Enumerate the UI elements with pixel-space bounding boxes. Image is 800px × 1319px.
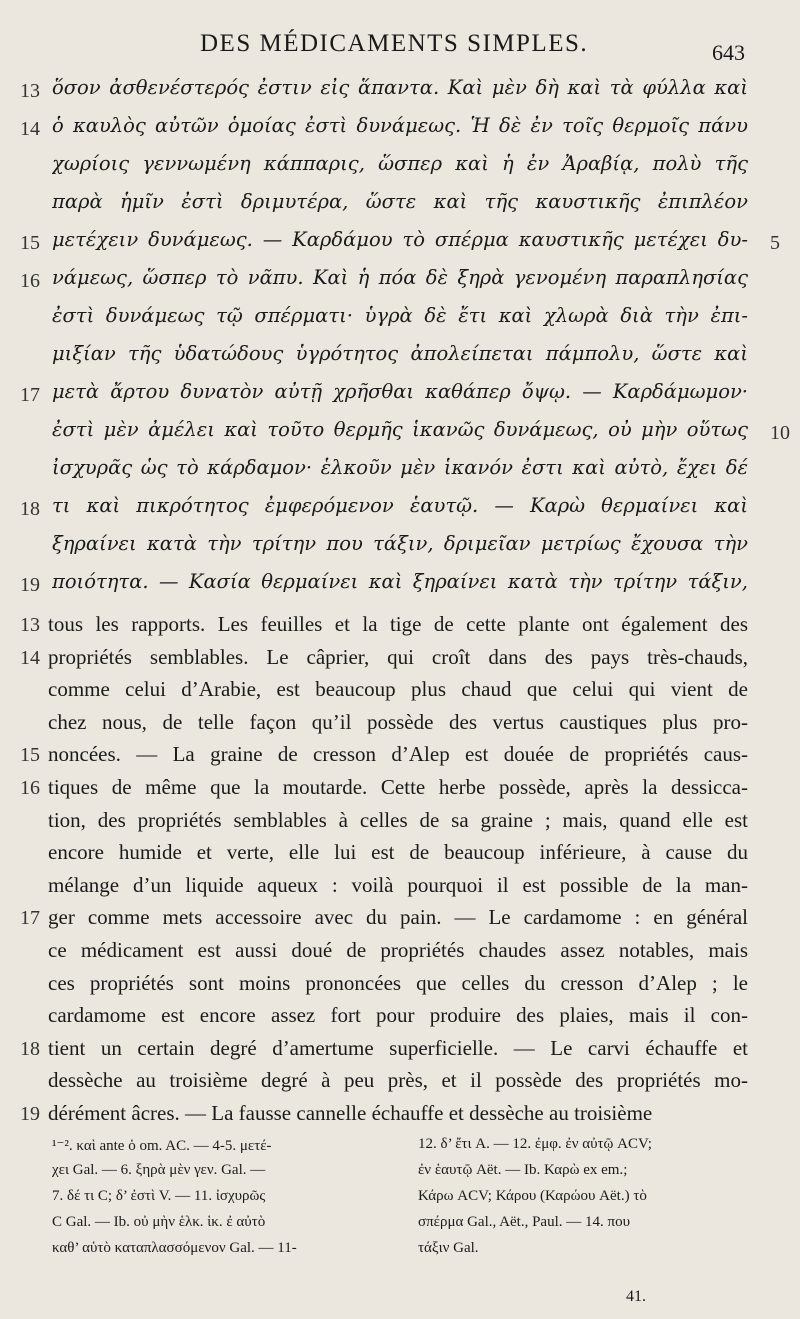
greek-line bbox=[0, 304, 800, 342]
page-number: 643 bbox=[712, 40, 745, 65]
line-number: 18 bbox=[20, 498, 40, 520]
french-line bbox=[0, 840, 800, 872]
french-line-text: comme celui d’Arabie, est beaucoup plus chaud que celui qui vient de bbox=[48, 677, 748, 702]
apparatus-note-line: 12. δ’ ἔτι A. — 12. ἐμφ. ἐν αὐτῷ ACV; bbox=[418, 1136, 652, 1152]
line-number: 19 bbox=[20, 1103, 40, 1125]
french-line-text: chez nous, de telle façon qu’il possède des vertus caustiques plus pro- bbox=[48, 709, 748, 734]
greek-line-text: ὁ καυλὸς αὐτῶν ὁμοίας ἐστὶ δυνάμεως. Ἡ δὲ ἐν τοῖς θερμοῖς πάνυ bbox=[52, 114, 748, 137]
french-line bbox=[0, 742, 800, 774]
apparatus-note-line: ¹⁻². καὶ ante ὁ om. AC. — 4-5. μετέ- bbox=[52, 1138, 272, 1154]
greek-line-text: παρὰ ἡμῖν ἐστὶ δριμυτέρα, ὥστε καὶ τῆς καυστικῆς ἐπιπλέον bbox=[52, 190, 748, 213]
line-number: 18 bbox=[20, 1037, 40, 1060]
french-line-text: ces propriétés sont moins prononcées que celles du cresson d’Alep ; le bbox=[48, 970, 748, 995]
critical-apparatus bbox=[0, 1136, 800, 1276]
greek-line-text: μετέχειν δυνάμεως. — Καρδάμου τὸ σπέρμα καυστικῆς μετέχει δυ- bbox=[52, 228, 748, 251]
apparatus-note-line: Κάρω ACV; Κάρου (Καρώου Aët.) τὸ bbox=[418, 1188, 647, 1204]
french-line-text: propriétés semblables. Le câprier, qui croît dans des pays très-chauds, bbox=[48, 644, 748, 669]
greek-line-text: μετὰ ἄρτου δυνατὸν αὐτῇ χρῆσθαι καθάπερ ὄψῳ. — Καρδάμωμον· bbox=[52, 380, 748, 403]
french-line-text: cardamome est encore assez fort pour produire des plaies, mais il con- bbox=[48, 1003, 748, 1028]
french-line-text: dérément âcres. — La fausse cannelle échauffe et dessèche au troisième bbox=[48, 1101, 653, 1125]
french-line bbox=[0, 905, 800, 937]
line-number: 15 bbox=[20, 232, 40, 254]
greek-line bbox=[0, 152, 800, 190]
greek-line-text: ἐστὶ δυνάμεως τῷ σπέρματι· ὑγρὰ δὲ ἔτι καὶ χλωρὰ διὰ τὴν ἐπι- bbox=[52, 304, 748, 327]
greek-line-text: τι καὶ πικρότητος ἐμφερόμενον ἑαυτῷ. — Καρὼ θερμαίνει καὶ bbox=[52, 494, 748, 517]
greek-line-text: μιξίαν τῆς ὑδατώδους ὑγρότητος ἀπολείπεται πάμπολυ, ὥστε καὶ bbox=[52, 342, 748, 365]
french-line bbox=[0, 710, 800, 742]
line-number: 17 bbox=[20, 384, 40, 406]
french-line-text: noncées. — La graine de cresson d’Alep est douée de propriétés caus- bbox=[48, 742, 748, 767]
french-line-text: ce médicament est aussi doué de propriétés chaudes assez notables, mais bbox=[48, 938, 748, 962]
french-line bbox=[0, 873, 800, 905]
greek-line-text: ὅσον ἀσθενέστερός ἐστιν εἰς ἅπαντα. Καὶ μὲν δὴ καὶ τὰ φύλλα καὶ bbox=[52, 76, 748, 99]
greek-line bbox=[0, 342, 800, 380]
line-number: 14 bbox=[20, 646, 40, 669]
line-number: 16 bbox=[20, 270, 40, 292]
french-line bbox=[0, 1101, 800, 1133]
french-line bbox=[0, 808, 800, 840]
french-line-text: tiques de même que la moutarde. Cette herbe possède, après la dessicca- bbox=[48, 775, 748, 799]
french-line-text: tion, des propriétés semblables à celles de sa graine ; mais, quand elle est bbox=[48, 807, 748, 832]
apparatus-left-column bbox=[52, 1136, 372, 1266]
margin-line-number: 10 bbox=[770, 422, 790, 444]
apparatus-note-line: καθ’ αὑτὸ καταπλασσόμενον Gal. — 11- bbox=[52, 1240, 297, 1256]
signature-mark: 41. bbox=[626, 1288, 646, 1305]
french-line bbox=[0, 612, 800, 644]
line-number: 13 bbox=[20, 614, 40, 636]
greek-line bbox=[0, 456, 800, 494]
line-number: 13 bbox=[20, 80, 40, 102]
apparatus-note-line: ἐν ἑαυτῷ Aët. — Ib. Καρὼ ex em.; bbox=[418, 1162, 628, 1178]
apparatus-note-line: χει Gal. — 6. ξηρὰ μὲν γεν. Gal. — bbox=[52, 1162, 266, 1178]
greek-line bbox=[0, 380, 800, 418]
apparatus-note-line: C Gal. — Ib. οὐ μὴν ἑλκ. ἱκ. ἐ αὐτὸ bbox=[52, 1214, 266, 1230]
line-number: 15 bbox=[20, 744, 40, 767]
french-line bbox=[0, 677, 800, 709]
greek-line bbox=[0, 266, 800, 304]
french-line-text: ger comme mets accessoire avec du pain. — Le cardamome : en général bbox=[48, 905, 748, 930]
greek-line-text: ποιότητα. — Κασία θερμαίνει καὶ ξηραίνει κατὰ τὴν τρίτην τάξιν, bbox=[52, 570, 748, 593]
greek-line bbox=[0, 418, 800, 456]
apparatus-note-line: τάξιν Gal. bbox=[418, 1240, 479, 1256]
french-line-text: tient un certain degré d’amertume superficielle. — Le carvi échauffe et bbox=[48, 1035, 748, 1060]
greek-line bbox=[0, 494, 800, 532]
greek-line bbox=[0, 114, 800, 152]
french-line-text: mélange d’un liquide aqueux : voilà pourquoi il est possible de la man- bbox=[48, 872, 748, 897]
greek-line-text: χωρίοις γεννωμένη κάππαρις, ὥσπερ καὶ ἡ ἐν Ἀραβίᾳ, πολὺ τῆς bbox=[52, 152, 748, 175]
greek-line-text: νάμεως, ὥσπερ τὸ νᾶπυ. Καὶ ἡ πόα δὲ ξηρὰ γενομένη παραπλησίας bbox=[52, 266, 748, 289]
french-line bbox=[0, 775, 800, 807]
french-line-text: encore humide et verte, elle lui est de beaucoup inférieure, à cause du bbox=[48, 840, 748, 865]
french-line bbox=[0, 1003, 800, 1035]
french-line-text: dessèche au troisième degré à peu près, et il possède des propriétés mo- bbox=[48, 1068, 748, 1093]
french-line bbox=[0, 645, 800, 677]
french-line bbox=[0, 1036, 800, 1068]
greek-line-text: ἰσχυρᾶς ὡς τὸ κάρδαμον· ἑλκοῦν μὲν ἱκανόν ἐστι καὶ αὐτὸ, ἔχει δέ bbox=[52, 456, 748, 479]
greek-line bbox=[0, 570, 800, 608]
running-title: DES MÉDICAMENTS SIMPLES. bbox=[200, 30, 589, 57]
apparatus-note-line: σπέρμα Gal., Aët., Paul. — 14. που bbox=[418, 1214, 630, 1230]
greek-line bbox=[0, 190, 800, 228]
french-line bbox=[0, 1068, 800, 1100]
greek-line bbox=[0, 228, 800, 266]
running-header bbox=[0, 28, 800, 68]
greek-line bbox=[0, 532, 800, 570]
apparatus-right-column bbox=[418, 1136, 738, 1266]
margin-line-number: 5 bbox=[770, 232, 780, 254]
apparatus-note-line: 7. δέ τι C; δ’ ἐστὶ V. — 11. ἰσχυρῶς bbox=[52, 1188, 266, 1204]
line-number: 19 bbox=[20, 574, 40, 596]
greek-line-text: ἐστὶ μὲν ἀμέλει καὶ τοῦτο θερμῆς ἱκανῶς δυνάμεως, οὐ μὴν οὕτως bbox=[52, 418, 748, 441]
line-number: 16 bbox=[20, 777, 40, 799]
french-line-text: tous les rapports. Les feuilles et la tige de cette plante ont également des bbox=[48, 612, 748, 636]
line-number: 17 bbox=[20, 907, 40, 930]
french-line bbox=[0, 938, 800, 970]
greek-line bbox=[0, 76, 800, 114]
line-number: 14 bbox=[20, 118, 40, 140]
greek-line-text: ξηραίνει κατὰ τὴν τρίτην που τάξιν, δριμεῖαν μετρίως ἔχουσα τὴν bbox=[52, 532, 748, 555]
french-line bbox=[0, 971, 800, 1003]
